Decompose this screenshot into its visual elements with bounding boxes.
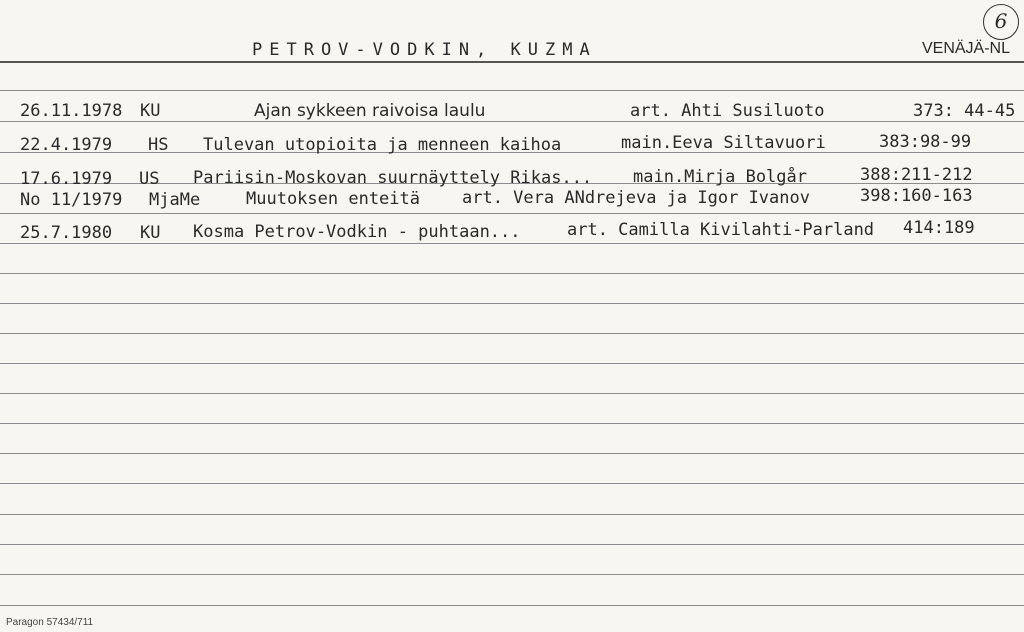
entry-date: 26.11.1978 bbox=[20, 101, 123, 121]
rule-line bbox=[0, 574, 1024, 575]
entry-title: Ajan sykkeen raivoisa laulu bbox=[254, 101, 486, 121]
rule-line bbox=[0, 483, 1024, 484]
entry-reference: 383:98-99 bbox=[879, 132, 972, 152]
entry-title: Kosma Petrov-Vodkin - puhtaan... bbox=[193, 222, 521, 242]
entry-reference: 398:160-163 bbox=[860, 186, 973, 206]
entry-author: main.Mirja Bolgår bbox=[633, 167, 807, 187]
rule-line bbox=[0, 423, 1024, 424]
entry-author: art. Ahti Susiluoto bbox=[630, 101, 825, 121]
card-title: PETROV-VODKIN, KUZMA bbox=[252, 40, 597, 60]
rule-line bbox=[0, 514, 1024, 515]
entry-source: KU bbox=[140, 101, 161, 121]
entry-source: KU bbox=[140, 223, 161, 243]
rule-line bbox=[0, 453, 1024, 454]
rule-line bbox=[0, 90, 1024, 91]
entry-source: MjaMe bbox=[149, 190, 201, 210]
entry-author: main.Eeva Siltavuori bbox=[621, 133, 826, 153]
entry-title: Tulevan utopioita ja menneen kaihoa bbox=[203, 135, 562, 155]
rule-line bbox=[0, 121, 1024, 122]
rule-line bbox=[0, 363, 1024, 364]
entry-title: Muutoksen enteitä bbox=[246, 189, 420, 209]
rule-line bbox=[0, 393, 1024, 394]
card-number: 6 bbox=[983, 4, 1019, 40]
rule-line bbox=[0, 243, 1024, 244]
entry-reference: 414:189 bbox=[903, 218, 975, 238]
entry-author: art. Vera ANdrejeva ja Igor Ivanov bbox=[462, 188, 810, 208]
entry-source: US bbox=[139, 169, 160, 189]
entry-reference: 373: 44-45 bbox=[913, 101, 1016, 121]
rule-line bbox=[0, 333, 1024, 334]
printer-imprint: Paragon 57434/711 bbox=[6, 617, 94, 628]
rule-line bbox=[0, 213, 1024, 214]
entry-title: Pariisin-Moskovan suurnäyttely Rikas... bbox=[193, 168, 593, 188]
rule-line bbox=[0, 605, 1024, 606]
rule-line bbox=[0, 303, 1024, 304]
entry-author: art. Camilla Kivilahti-Parland bbox=[567, 220, 875, 240]
entry-date: 22.4.1979 bbox=[20, 135, 113, 155]
entry-date: No 11/1979 bbox=[20, 190, 123, 210]
rule-line bbox=[0, 544, 1024, 545]
rule-line bbox=[0, 61, 1024, 63]
entry-source: HS bbox=[148, 135, 169, 155]
entry-reference: 388:211-212 bbox=[860, 165, 973, 185]
rule-line bbox=[0, 273, 1024, 274]
region-label: VENÄJÄ-NL bbox=[921, 40, 1010, 57]
entry-date: 25.7.1980 bbox=[20, 223, 113, 243]
entry-date: 17.6.1979 bbox=[20, 169, 113, 189]
